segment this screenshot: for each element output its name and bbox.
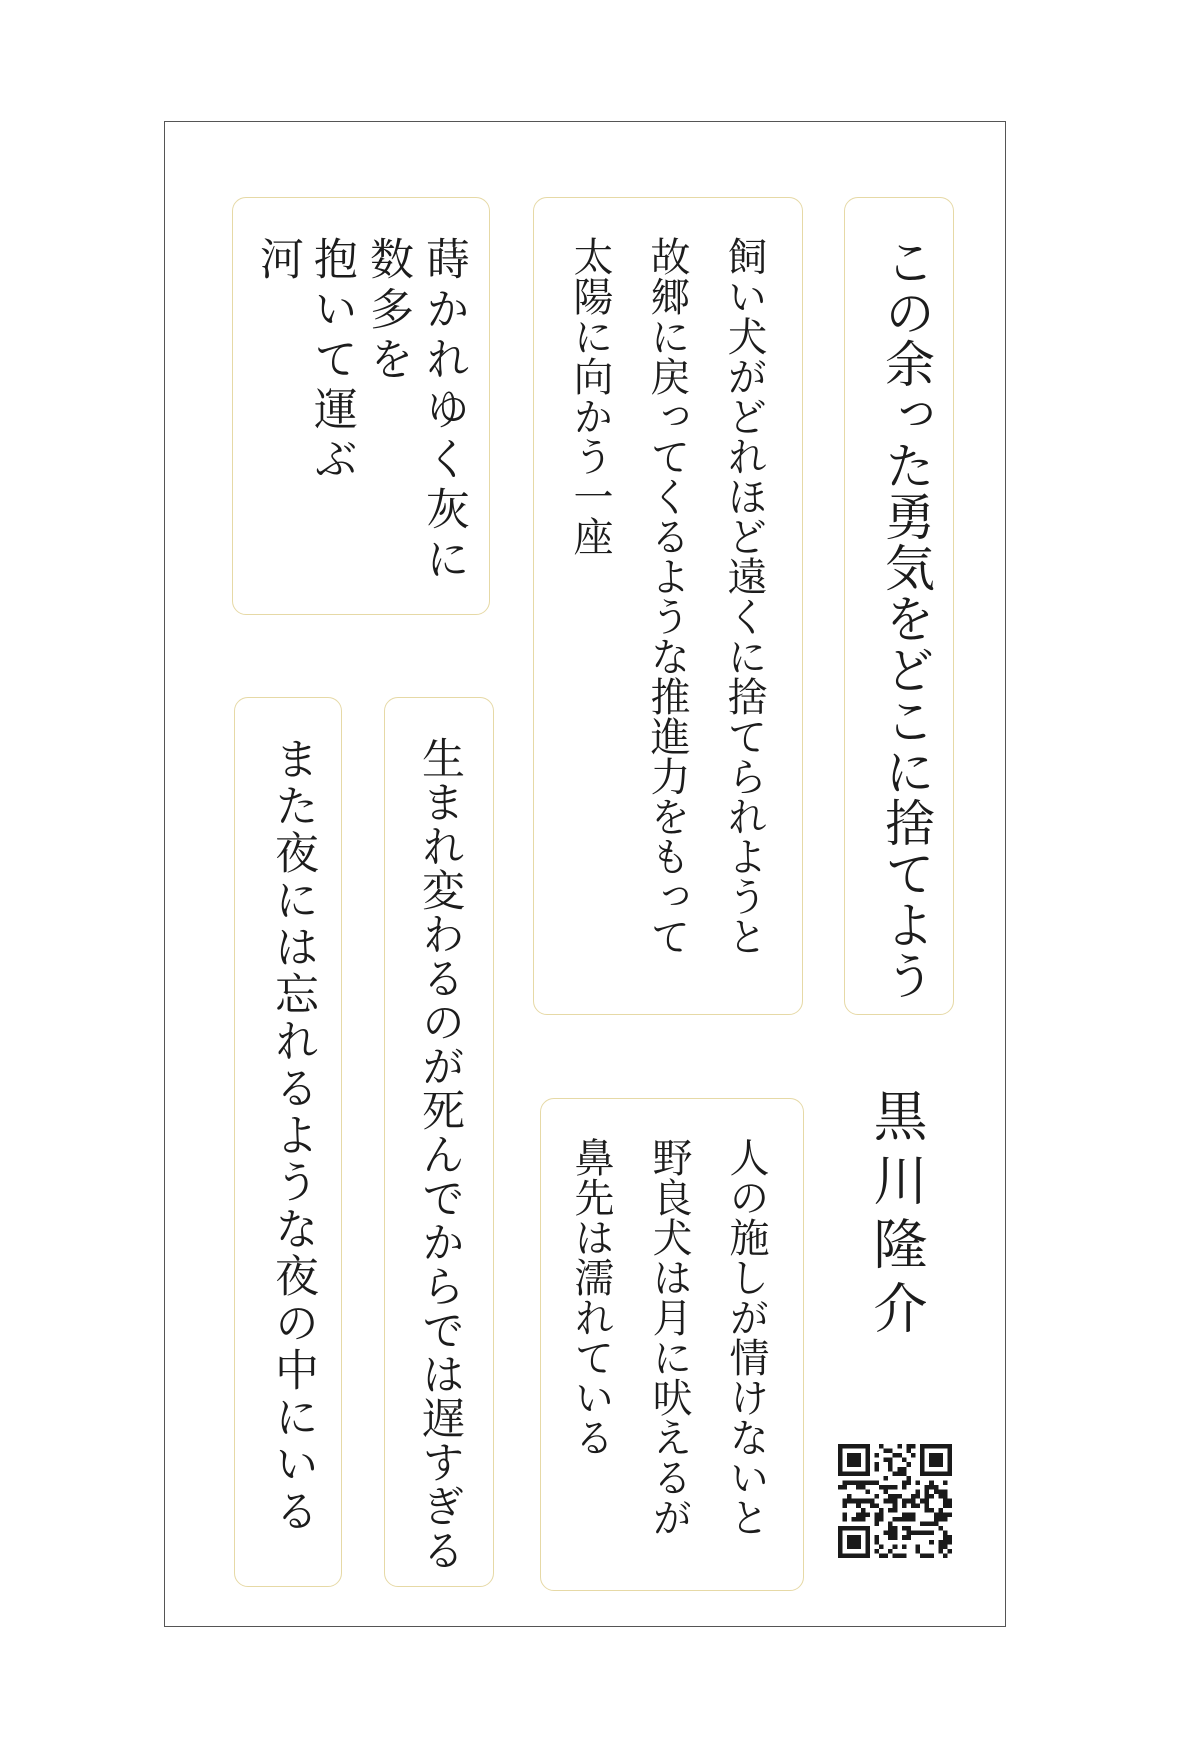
- poem-panel-5: [384, 697, 494, 1587]
- poem-panel-6: [234, 697, 342, 1587]
- qr-code: [838, 1444, 952, 1558]
- poem-3-line-1: 蒔かれゆく灰に: [418, 236, 469, 586]
- poem-2-line-2: 故郷に戻ってくるような推進力をもって: [644, 236, 690, 956]
- poem-panel-1: [844, 197, 954, 1015]
- poem-4-line-2: 野良犬は月に吠えるが: [646, 1137, 692, 1537]
- poem-3-line-4: 河: [252, 236, 303, 286]
- poem-3-line-3: 抱いて運ぶ: [306, 236, 357, 486]
- poem-2-line-1: 飼い犬がどれほど遠くに捨てられようと: [721, 236, 767, 956]
- poem-4-line-1: 人の施しが情けないと: [723, 1137, 769, 1537]
- poem-6-line-1: また夜には忘れるような夜の中にいる: [267, 736, 318, 1535]
- poem-4-line-3: 鼻先は濡れている: [568, 1137, 614, 1457]
- poem-2-line-3: 太陽に向かう一座: [567, 236, 613, 556]
- poem-3-line-2: 数多を: [362, 236, 413, 386]
- poem-panel-4: [540, 1098, 804, 1591]
- author-name: 黒川隆介: [865, 1088, 928, 1344]
- poem-1-line-1: この余った勇気をどこに捨てよう: [877, 236, 935, 1001]
- poem-5-line-1: 生まれ変わるのが死んでからでは遅すぎる: [415, 736, 465, 1572]
- poem-panel-2: [533, 197, 803, 1015]
- poem-panel-3: [232, 197, 490, 615]
